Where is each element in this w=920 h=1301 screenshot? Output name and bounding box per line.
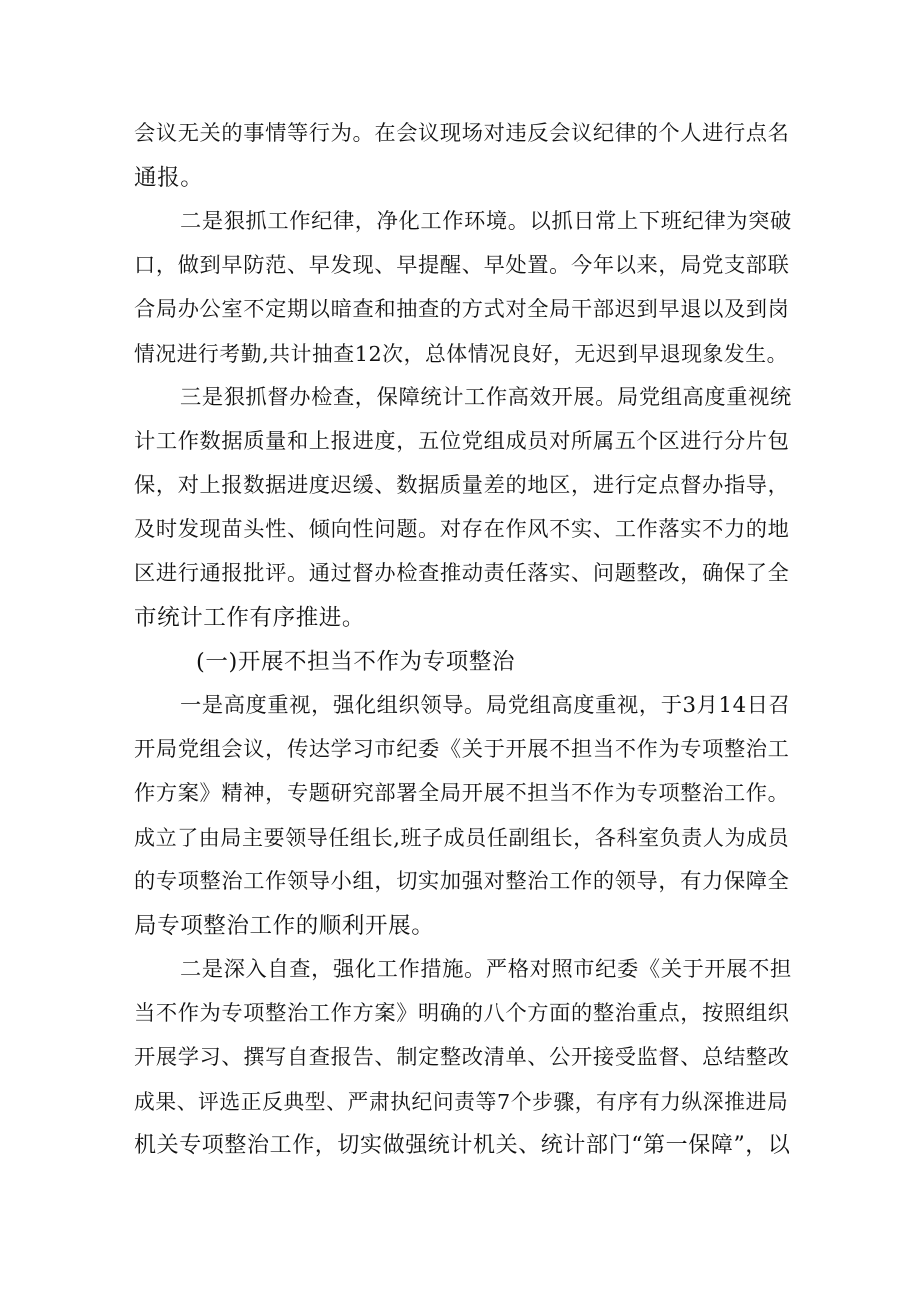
- text-line: 及时发现苗头性、倾向性问题。对存在作风不实、工作落实不力的地: [134, 517, 790, 542]
- text-line: 的专项整治工作领导小组，切实加强对整治工作的领导，有力保障全: [134, 869, 790, 894]
- text-line: 通报。: [134, 165, 204, 191]
- section-heading: (一)开展不担当不作为专项整治: [196, 649, 516, 675]
- text-line: 成立了由局主要领导任组长,班子成员任副组长，各科室负责人为成员: [134, 826, 790, 850]
- text-line: 会议无关的事情等行为。在会议现场对违反会议纪律的个人进行点名: [134, 121, 790, 146]
- text-line: 区进行通报批评。通过督办检查推动责任落实、问题整改，确保了全: [134, 561, 790, 586]
- text-line: 二是狠抓工作纪律，净化工作环境。以抓日常上下班纪律为突破: [180, 209, 792, 234]
- text-line: 成果、评选正反典型、严肃执纪问责等7个步骤，有序有力纵深推进局: [134, 1090, 789, 1114]
- text-line: 当不作为专项整治工作方案》明确的八个方面的整治重点，按照组织: [134, 1001, 790, 1026]
- text-line: 二是深入自查，强化工作措施。严格对照市纪委《关于开展不担: [180, 957, 792, 982]
- text-line: 保，对上报数据进度迟缓、数据质量差的地区，进行定点督办指导，: [134, 473, 790, 498]
- text-line: 开局党组会议，传达学习市纪委《关于开展不担当不作为专项整治工: [134, 737, 790, 762]
- text-line: 作方案》精神，专题研究部署全局开展不担当不作为专项整治工作。: [134, 781, 790, 806]
- text-line: 口，做到早防范、早发现、早提醒、早处置。今年以来，局党支部联: [134, 253, 790, 278]
- text-line: 计工作数据质量和上报进度，五位党组成员对所属五个区进行分片包: [134, 429, 790, 454]
- text-line: 机关专项整治工作，切实做强统计机关、统计部门“第一保障”，以: [134, 1133, 791, 1158]
- text-line: 开展学习、撰写自查报告、制定整改清单、公开接受监督、总结整改: [134, 1045, 790, 1070]
- text-line: 局专项整治工作的顺利开展。: [134, 913, 435, 939]
- text-line: 一是高度重视，强化组织领导。局党组高度重视，于3月14日召: [180, 693, 791, 718]
- text-line: 情况进行考勤,共计抽查12次，总体情况良好，无迟到早退现象发生。: [134, 342, 788, 366]
- text-line: 合局办公室不定期以暗查和抽查的方式对全局干部迟到早退以及到岗: [134, 297, 790, 322]
- text-line: 市统计工作有序推进。: [134, 605, 366, 631]
- text-line: 三是狠抓督办检查，保障统计工作高效开展。局党组高度重视统: [180, 385, 792, 410]
